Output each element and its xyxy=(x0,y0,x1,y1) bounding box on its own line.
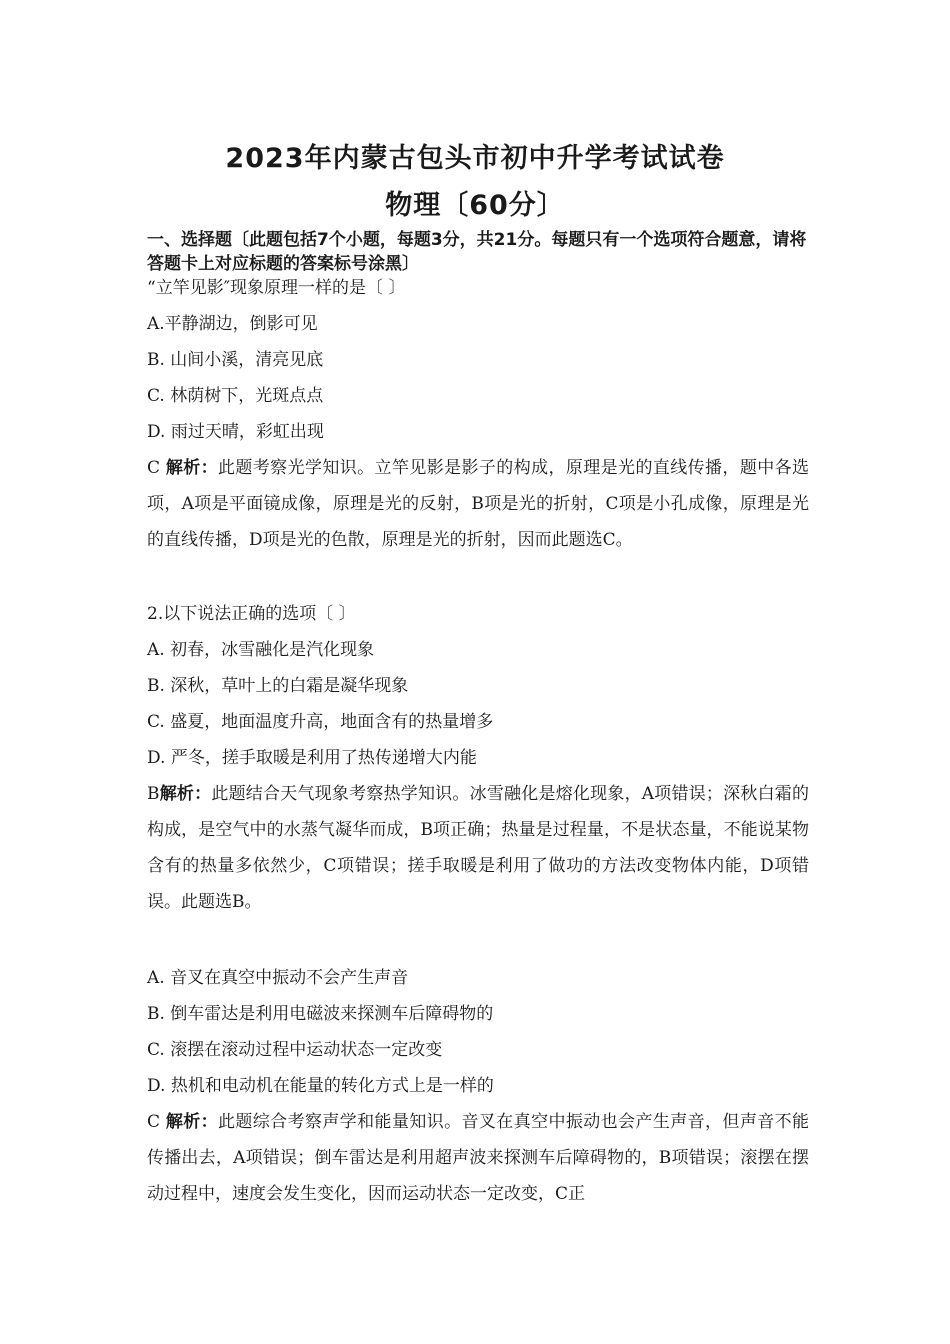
question-2-answer: B xyxy=(147,784,160,804)
question-1-option-d: D. 雨过天晴，彩虹出现 xyxy=(147,422,324,442)
question-3-option-a: A. 音叉在真空中振动不会产生声音 xyxy=(147,968,409,988)
question-1-analysis-label: 解析： xyxy=(165,458,218,478)
question-1-answer: C xyxy=(147,458,166,478)
question-2-option-c: C. 盛夏，地面温度升高，地面含有的热量增多 xyxy=(147,712,494,732)
question-2-option-d: D. 严冬，搓手取暖是利用了热传递增大内能 xyxy=(147,748,477,768)
question-2-stem: 2.以下说法正确的选项〔 〕 xyxy=(147,604,356,624)
question-3-option-b: B. 倒车雷达是利用电磁波来探测车后障碍物的 xyxy=(147,1004,494,1024)
question-3-analysis-text: 此题综合考察声学和能量知识。音叉在真空中振动也会产生声音，但声音不能传播出去，A项错误；倒车雷达是利用超声波来探测车后障碍物的，B项错误；滚摆在摆动过程中，速度会发生变化，因而运动状态一定改变，C正 xyxy=(147,1112,810,1204)
question-1-analysis xyxy=(147,450,809,558)
question-2-analysis xyxy=(147,776,809,920)
question-3-option-c: C. 滚摆在滚动过程中运动状态一定改变 xyxy=(147,1040,443,1060)
question-2-analysis-label: 解析： xyxy=(159,784,212,804)
question-2-option-a: A. 初春，冰雪融化是汽化现象 xyxy=(147,640,375,660)
exam-title: 2023年内蒙古包头市初中升学考试试卷 xyxy=(225,143,725,174)
question-2-option-b: B. 深秋，草叶上的白霜是凝华现象 xyxy=(147,676,409,696)
question-3-option-d: D. 热机和电动机在能量的转化方式上是一样的 xyxy=(147,1076,494,1096)
question-3-analysis-label: 解析： xyxy=(165,1112,218,1132)
question-1-stem: “立竿见影″现象原理一样的是〔 〕 xyxy=(147,278,406,298)
question-1-option-c: C. 林荫树下，光斑点点 xyxy=(147,386,324,406)
section-header: 一、选择题〔此题包括7个小题，每题3分，共21分。每题只有一个选项符合题意，请将答题卡上对应标题的答案标号涂黑〕 xyxy=(147,230,807,274)
question-2-analysis-text: 此题结合天气现象考察热学知识。冰雪融化是熔化现象，A项错误；深秋白霜的构成，是空气中的水蒸气凝华而成，B项正确；热量是过程量，不是状态量，不能说某物含有的热量多依然少，C项错误；搓手取暖是利用了做功的方法改变物体内能，D项错误。此题选B。 xyxy=(147,784,810,912)
question-1-option-b: B. 山间小溪，清亮见底 xyxy=(147,350,324,370)
question-1-analysis-text: 此题考察光学知识。立竿见影是影子的构成，原理是光的直线传播，题中各选项，A项是平面镜成像，原理是光的反射，B项是光的折射，C项是小孔成像，原理是光的直线传播，D项是光的色散，原理是光的折射，因而此题选C。 xyxy=(147,458,810,550)
exam-subtitle: 物理〔60分〕 xyxy=(385,190,565,221)
question-1-option-a: A.平静湖边，倒影可见 xyxy=(147,314,318,334)
question-3-answer: C xyxy=(147,1112,166,1132)
question-3-analysis xyxy=(147,1104,809,1212)
